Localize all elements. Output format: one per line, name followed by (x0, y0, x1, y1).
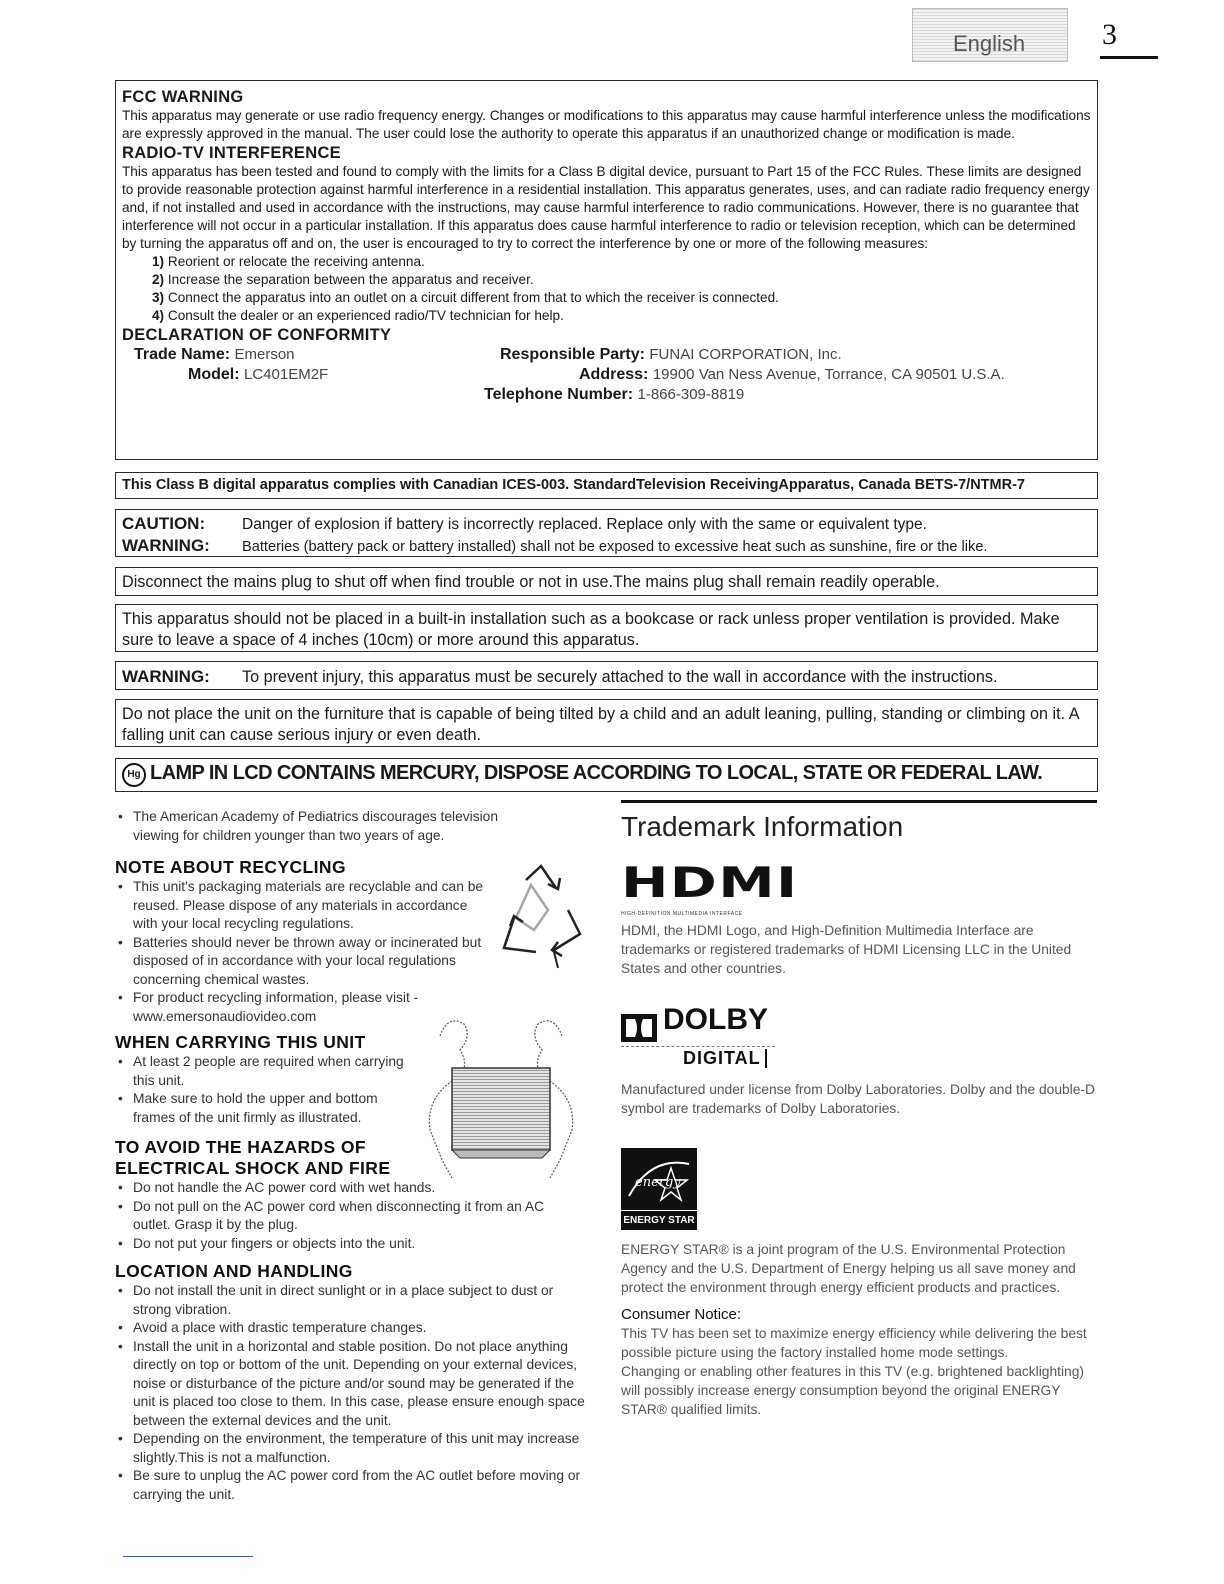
list-item: • For product recycling information, please visit - www.emersonaudiovideo.com (115, 989, 495, 1026)
hazard-title: TO AVOID THE HAZARDS OF ELECTRICAL SHOCK AND FIRE (115, 1137, 391, 1178)
dolby-logo (621, 1003, 1097, 1070)
language-label: English (953, 31, 1026, 56)
mains-notice: Disconnect the mains plug to shut off when find trouble or not in use.The mains plug shall remain readily operable. (115, 567, 1098, 596)
energy-star-icon (621, 1148, 697, 1210)
caution-label: CAUTION: (122, 514, 206, 533)
consumer-notice-text-2: Changing or enabling other features in this TV (e.g. brightened backlighting) will possibly increase energy consumption beyond the original ENERGY STAR® qualified limits. (621, 1364, 1084, 1417)
list-item: • Batteries should never be thrown away or incinerated but disposed of in accordance with your local regulations concerning chemical wastes. (115, 934, 495, 990)
caution-text: Danger of explosion if battery is incorrectly replaced. Replace only with the same or equivalent type. (242, 516, 927, 533)
energy-star-label: ENERGY STAR (621, 1210, 697, 1231)
trademark-title: Trademark Information (621, 811, 904, 842)
dolby-digital-label: DIGITAL (683, 1049, 767, 1068)
battery-warning-row (122, 535, 1091, 558)
consumer-notice-title: Consumer Notice: (621, 1306, 742, 1323)
carrying-title: WHEN CARRYING THIS UNIT (115, 1032, 366, 1052)
mercury-text: LAMP IN LCD CONTAINS MERCURY, DISPOSE ACCORDING TO LOCAL, STATE OR FEDERAL LAW. (150, 762, 1043, 784)
wall-warning-text: To prevent injury, this apparatus must be securely attached to the wall in accordance with the instructions. (242, 668, 998, 686)
mercury-notice (115, 758, 1098, 792)
list-item: • Make sure to hold the upper and bottom frames of the unit firmly as illustrated. (115, 1090, 405, 1127)
warning-label: WARNING: (122, 536, 210, 555)
fcc-warning-text: This apparatus may generate or use radio frequency energy. Changes or modifications to this apparatus may cause harmful interference unless the modifications are expressly approved in the manual. The user could lose the authority to operate this apparatus if an unauthorized change or modification is made. (122, 108, 1091, 141)
section-rule (621, 800, 1097, 803)
hdmi-wordmark: HDMI (621, 858, 799, 907)
list-item: • At least 2 people are required when carrying this unit. (115, 1053, 405, 1090)
dolby-text: Manufactured under license from Dolby Laboratories. Dolby and the double-D symbol are trademarks of Dolby Laboratories. (621, 1082, 1095, 1116)
radio-tv-text: This apparatus has been tested and found to comply with the limits for a Class B digital device, pursuant to Part 15 of the FCC Rules. These limits are designed to provide reasonable protection against harmful interference in a residential installation. This apparatus generates, uses, and can radiate radio frequency energy and, if not installed and used in accordance with the instructions, may cause harmful interference to radio communications. However, there is no guarantee that interference will not occur in a particular installation. If this apparatus does cause harmful interference to radio or television reception, which can be determined by turning the apparatus off and on, the user is encouraged to try to correct the interference by one or more of the following measures: (122, 164, 1090, 251)
list-item: • This unit's packaging materials are recyclable and can be reused. Please dispose of any materials in accordance with your local recycling regulations. (115, 878, 495, 934)
list-item: 1) Reorient or relocate the receiving antenna. (152, 254, 425, 269)
caution-row (122, 513, 1091, 535)
ventilation-notice: This apparatus should not be placed in a built-in installation such as a bookcase or rack unless proper ventilation is provided. Make sure to leave a space of 4 inches (10cm) or more around this apparatus. (115, 604, 1098, 652)
dolby-wordmark: DOLBY (663, 1003, 768, 1036)
declaration-title: DECLARATION OF CONFORMITY (122, 326, 392, 344)
mercury-icon: Hg (122, 763, 146, 787)
radio-tv-title: RADIO-TV INTERFERENCE (122, 144, 341, 162)
telephone: Telephone Number: 1-866-309-8819 (484, 386, 745, 403)
consumer-notice-text-1: This TV has been set to maximize energy efficiency while delivering the best possible picture using the factory installed home mode settings. (621, 1326, 1087, 1360)
carrying-illustration-icon (412, 1010, 590, 1185)
recycling-title: NOTE ABOUT RECYCLING (115, 857, 346, 877)
page-number-rule (1100, 56, 1158, 59)
list-item: • Do not put your fingers or objects into the unit. (115, 1235, 585, 1254)
list-item: • Do not install the unit in direct sunlight or in a place subject to dust or strong vibration. (115, 1282, 585, 1319)
wall-warning-label: WARNING: (122, 667, 210, 686)
caution-box (115, 509, 1098, 557)
list-item: • Avoid a place with drastic temperature changes. (115, 1319, 585, 1338)
declaration-block (122, 345, 1091, 405)
list-item: 3) Connect the apparatus into an outlet on a circuit different from that to which the receiver is connected. (152, 290, 779, 305)
list-item: • Do not handle the AC power cord with wet hands. (115, 1179, 585, 1198)
wall-warning (115, 661, 1098, 690)
pediatrics-note: • The American Academy of Pediatrics discourages television viewing for children younger than two years of age. (115, 808, 545, 845)
fcc-box (115, 80, 1098, 460)
list-item: • Install the unit in a horizontal and stable position. Do not place anything directly on top or bottom of the unit. Depending on your external devices, noise or disturbance of the picture and/or sound may be generated if the unit is placed too close to them. In this case, please ensure enough space between the external devices and the unit. (115, 1338, 585, 1431)
list-item: • Depending on the environment, the temperature of this unit may increase slightly.This is not a malfunction. (115, 1430, 585, 1467)
hdmi-tagline: HIGH-DEFINITION MULTIMEDIA INTERFACE (621, 911, 743, 917)
list-item: • Be sure to unplug the AC power cord from the AC outlet before moving or carrying the unit. (115, 1467, 585, 1504)
energy-star-logo (621, 1148, 697, 1230)
measures-list (122, 253, 1091, 325)
hdmi-text: HDMI, the HDMI Logo, and High-Definition Multimedia Interface are trademarks or registered trademarks of HDMI Licensing LLC in the United States and other countries. (621, 923, 1072, 976)
location-title: LOCATION AND HANDLING (115, 1261, 353, 1281)
dolby-divider (621, 1046, 775, 1047)
list-item: 2) Increase the separation between the apparatus and receiver. (152, 272, 534, 287)
battery-warning-text: Batteries (battery pack or battery installed) shall not be exposed to excessive heat such as sunshine, fire or the like. (242, 539, 988, 555)
footer-rule (123, 1556, 253, 1557)
trade-name: Trade Name: Emerson (134, 346, 295, 363)
list-item: • Do not pull on the AC power cord when disconnecting it from an AC outlet. Grasp it by the plug. (115, 1198, 585, 1235)
dolby-double-d-icon (621, 1014, 657, 1042)
svg-text:energy: energy (635, 1175, 681, 1190)
responsible-party: Responsible Party: FUNAI CORPORATION, Inc. (500, 346, 842, 363)
fcc-warning-title: FCC WARNING (122, 88, 244, 106)
model: Model: LC401EM2F (188, 366, 329, 383)
energy-star-text: ENERGY STAR® is a joint program of the U.S. Environmental Protection Agency and the U.S. Department of Energy helping us all save money and protect the environment through energy efficient products and practices. (621, 1242, 1076, 1295)
tilt-warning: Do not place the unit on the furniture that is capable of being tilted by a child and an adult leaning, pulling, standing or climbing on it. A falling unit can cause serious injury or even death. (115, 699, 1098, 747)
hdmi-logo (621, 858, 1097, 917)
ices-notice: This Class B digital apparatus complies with Canadian ICES-003. StandardTelevision ReceivingApparatus, Canada BETS-7/NTMR-7 (115, 472, 1098, 499)
recycle-icon (496, 860, 586, 970)
list-item: 4) Consult the dealer or an experienced radio/TV technician for help. (152, 308, 564, 323)
page-number: 3 (1102, 18, 1117, 51)
address: Address: 19900 Van Ness Avenue, Torrance, CA 90501 U.S.A. (579, 366, 1005, 383)
right-column (621, 800, 1097, 1419)
language-tab (912, 8, 1068, 62)
